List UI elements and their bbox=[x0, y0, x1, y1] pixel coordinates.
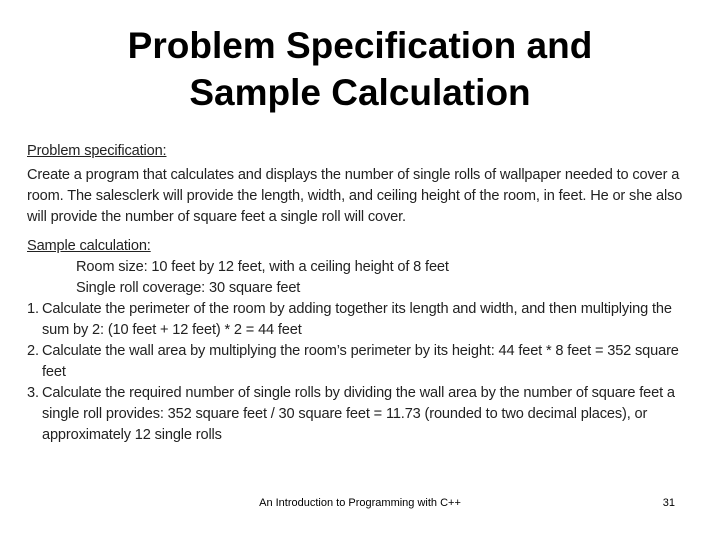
step-number: 1. bbox=[27, 301, 39, 317]
spec-line: Create a program that calculates and displays the number of single rolls of wallpaper needed to cover a bbox=[27, 167, 680, 183]
title-line-1: Problem Specification and bbox=[127, 25, 593, 66]
step-number: 2. bbox=[27, 343, 39, 359]
step-line: sum by 2: (10 feet + 12 feet) * 2 = 44 feet bbox=[42, 322, 302, 338]
calculation-steps bbox=[27, 299, 697, 446]
title-line-2: Sample Calculation bbox=[189, 72, 531, 113]
step-line: single roll provides: 352 square feet / 30 square feet = 11.73 (rounded to two decimal places), or bbox=[42, 406, 648, 422]
step-line: Calculate the perimeter of the room by adding together its length and width, and then multiplying the bbox=[42, 301, 672, 317]
footer-book-title: An Introduction to Programming with C++ bbox=[259, 497, 461, 509]
step-line: approximately 12 single rolls bbox=[42, 427, 222, 443]
room-size-text: Room size: 10 feet by 12 feet, with a ceiling height of 8 feet bbox=[76, 259, 449, 275]
step-line: Calculate the wall area by multiplying the room’s perimeter by its height: 44 feet * 8 feet = 352 square feet bbox=[42, 343, 679, 380]
calculation-step bbox=[27, 299, 697, 341]
calculation-step bbox=[27, 341, 697, 383]
step-number: 3. bbox=[27, 385, 39, 401]
roll-coverage-text: Single roll coverage: 30 square feet bbox=[76, 280, 301, 296]
sample-heading: Sample calculation: bbox=[27, 238, 151, 254]
step-line: Calculate the required number of single rolls by dividing the wall area by the number of square feet a bbox=[42, 385, 675, 401]
calculation-step bbox=[27, 383, 697, 446]
spec-line: will provide the number of square feet a single roll will cover. bbox=[27, 209, 406, 225]
slide-title bbox=[0, 22, 720, 116]
slide-body bbox=[27, 141, 697, 446]
page-number: 31 bbox=[662, 497, 675, 509]
spec-heading: Problem specification: bbox=[27, 143, 167, 159]
spec-paragraph bbox=[27, 165, 697, 228]
spec-line: room. The salesclerk will provide the length, width, and ceiling height of the room, in feet. He or she also bbox=[27, 188, 683, 204]
